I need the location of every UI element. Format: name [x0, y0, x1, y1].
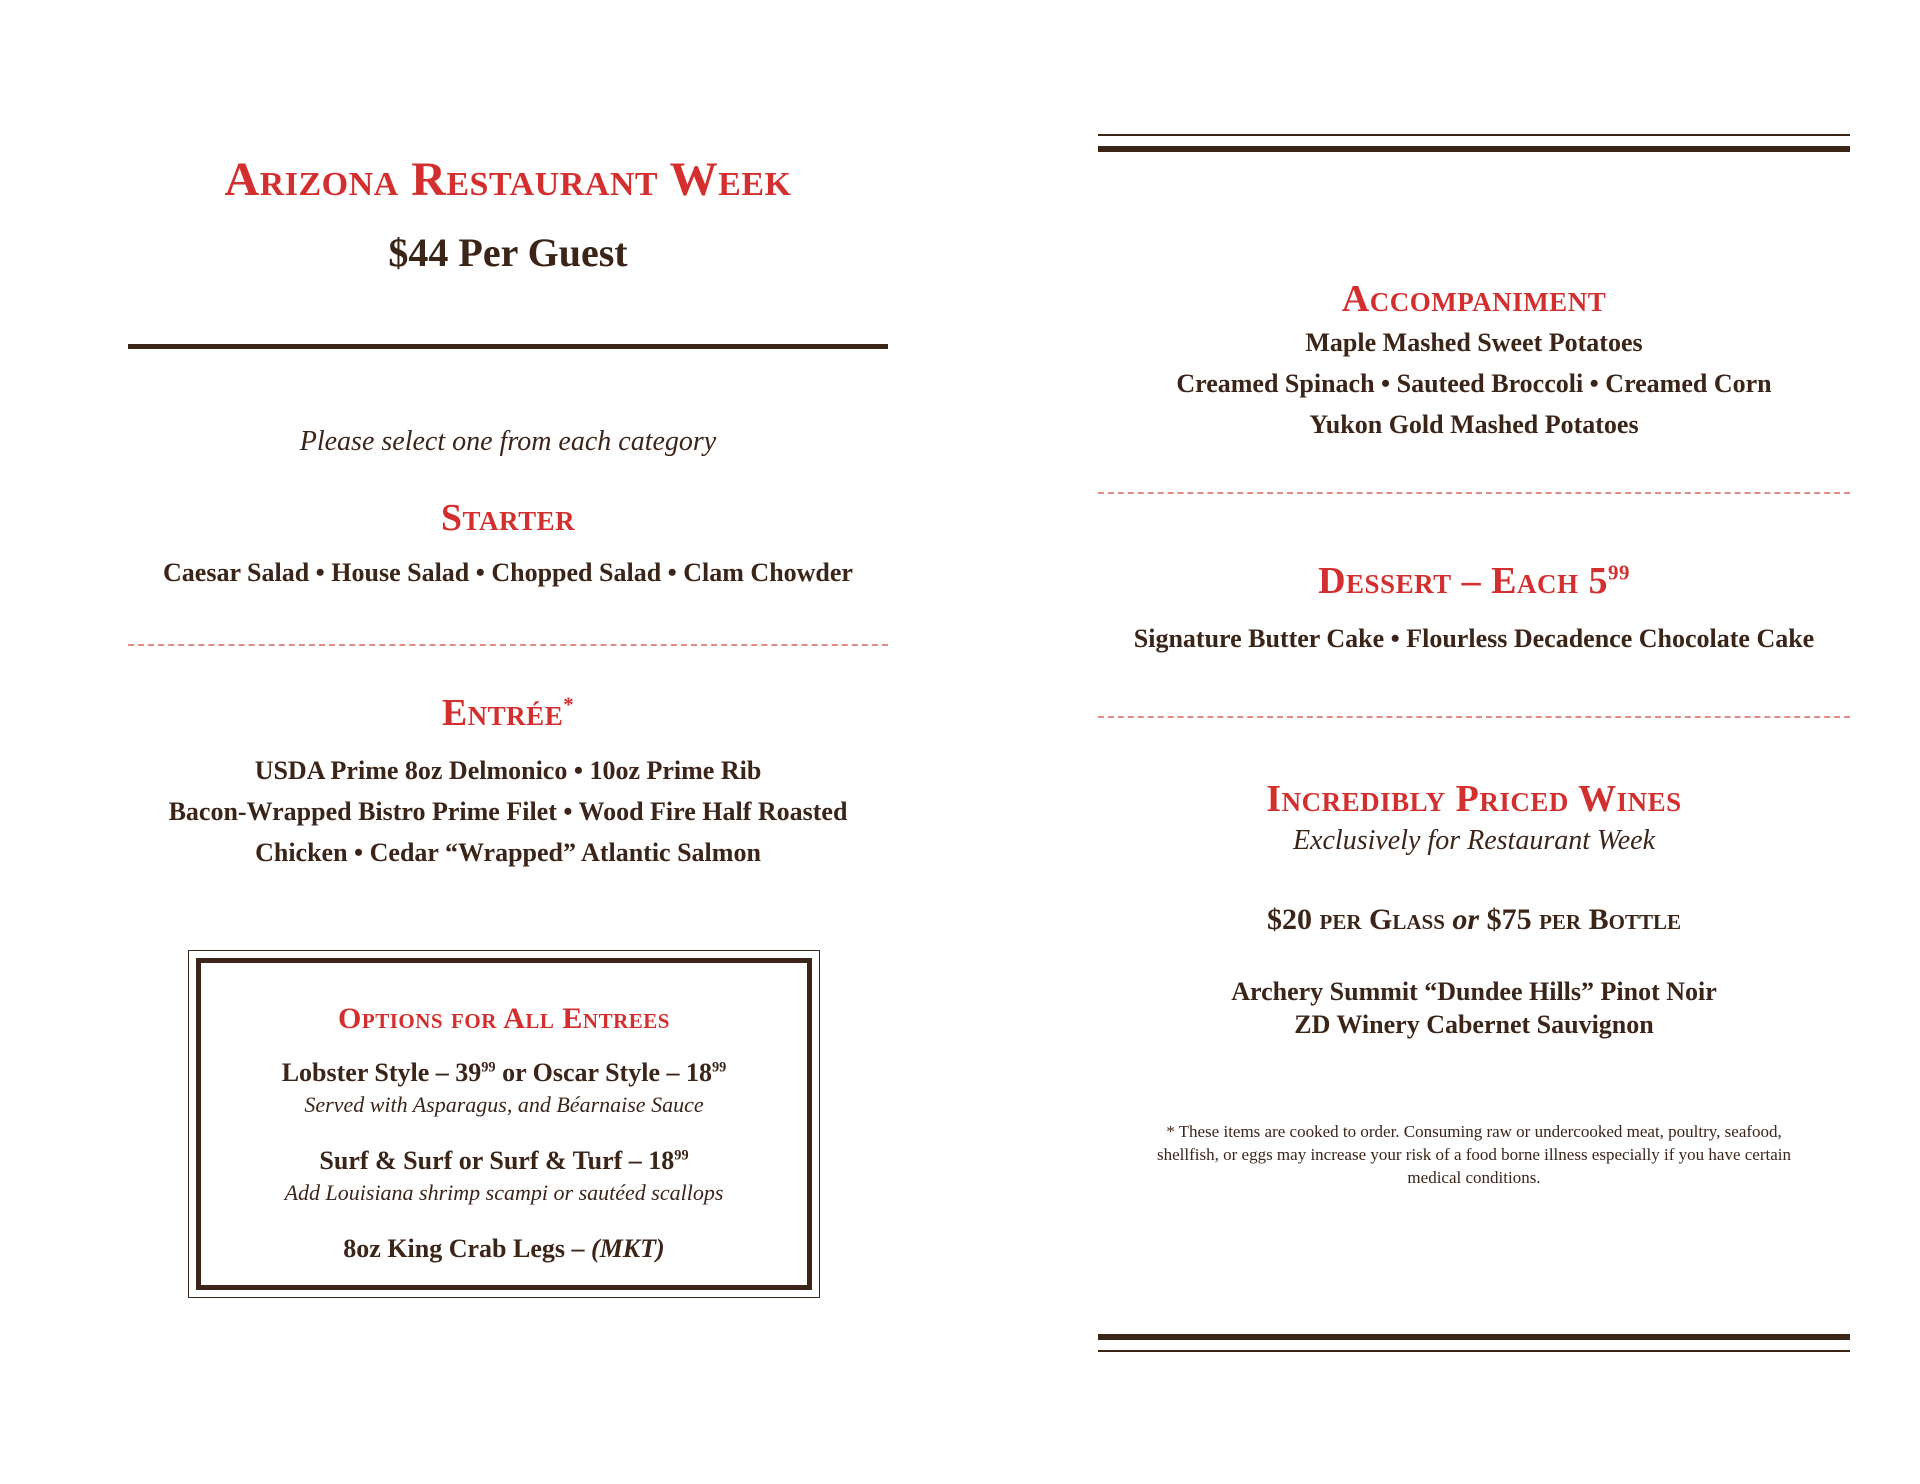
- entree-heading-text: Entrée: [441, 692, 564, 734]
- starter-heading: Starter: [440, 497, 576, 539]
- selection-instruction: Please select one from each category: [299, 426, 717, 457]
- accompaniment-heading: Accompaniment: [1341, 278, 1607, 320]
- lobster-style-price: Lobster Style – 39: [281, 1058, 482, 1087]
- wine-item-2: ZD Winery Cabernet Sauvignon: [1294, 1010, 1654, 1039]
- starter-items: Caesar Salad • House Salad • Chopped Salad • Clam Chowder: [163, 558, 853, 587]
- surf-option: [201, 1145, 807, 1177]
- crab-label: 8oz King Crab Legs –: [343, 1234, 592, 1263]
- top-thick-rule: [1098, 146, 1850, 152]
- top-thin-rule: [1098, 134, 1850, 136]
- accompaniment-line-3: Yukon Gold Mashed Potatoes: [1309, 410, 1639, 439]
- entree-line-1: USDA Prime 8oz Delmonico • 10oz Prime Rib: [254, 756, 762, 785]
- dessert-heading: [1098, 558, 1850, 604]
- surf-cents: 99: [674, 1147, 689, 1164]
- entree-asterisk: *: [563, 692, 575, 717]
- price-per-guest: $44 Per Guest: [388, 230, 628, 275]
- accompaniment-line-1: Maple Mashed Sweet Potatoes: [1305, 328, 1643, 357]
- crab-mkt: (MKT): [591, 1234, 665, 1263]
- oscar-style-cents: 99: [711, 1059, 727, 1076]
- lobster-option: [201, 1057, 807, 1089]
- food-safety-disclaimer: * These items are cooked to order. Consuming raw or undercooked meat, poultry, seafood, shellfish, or eggs may increase your risk of a food borne illness especially if you have certain medical conditions.: [1157, 1122, 1791, 1187]
- entree-heading: [128, 690, 888, 736]
- wine-pricing: [1098, 900, 1850, 940]
- page-title: Arizona Restaurant Week: [224, 153, 792, 206]
- divider-rule: [128, 344, 888, 349]
- lobster-note: Served with Asparagus, and Béarnaise Sauce: [304, 1092, 704, 1117]
- bottle-price: $75 per Bottle: [1479, 903, 1681, 936]
- dessert-cents: 99: [1608, 560, 1630, 585]
- accompaniment-line-2: Creamed Spinach • Sauteed Broccoli • Creamed Corn: [1176, 369, 1772, 398]
- wines-heading: Incredibly Priced Wines: [1266, 778, 1682, 820]
- lobster-style-cents: 99: [481, 1059, 496, 1076]
- wines-subtitle: Exclusively for Restaurant Week: [1292, 825, 1656, 856]
- dashed-divider: [1098, 716, 1850, 718]
- wine-item-1: Archery Summit “Dundee Hills” Pinot Noir: [1231, 977, 1717, 1006]
- surf-note: Add Louisiana shrimp scampi or sautéed scallops: [284, 1180, 724, 1205]
- oscar-style-price: or Oscar Style – 18: [495, 1058, 712, 1087]
- entree-line-2: Bacon-Wrapped Bistro Prime Filet • Wood Fire Half Roasted: [168, 797, 848, 826]
- surf-price: Surf & Surf or Surf & Turf – 18: [319, 1146, 675, 1175]
- options-box-inner: [196, 958, 812, 1290]
- dessert-heading-text: Dessert – Each 5: [1318, 560, 1608, 602]
- dashed-divider: [1098, 492, 1850, 494]
- options-heading: Options for All Entrees: [338, 1002, 670, 1035]
- dashed-divider: [128, 644, 888, 646]
- bottom-thick-rule: [1098, 1334, 1850, 1340]
- entree-line-3: Chicken • Cedar “Wrapped” Atlantic Salmon: [255, 838, 761, 867]
- top-double-rule: [1098, 134, 1850, 152]
- crab-option: [201, 1233, 807, 1265]
- glass-price: $20 per Glass: [1267, 903, 1453, 936]
- dessert-items: Signature Butter Cake • Flourless Decadence Chocolate Cake: [1133, 624, 1815, 653]
- or-separator: or: [1452, 903, 1480, 936]
- options-box: [188, 950, 820, 1298]
- bottom-double-rule: [1098, 1334, 1850, 1352]
- bottom-thin-rule: [1098, 1350, 1850, 1352]
